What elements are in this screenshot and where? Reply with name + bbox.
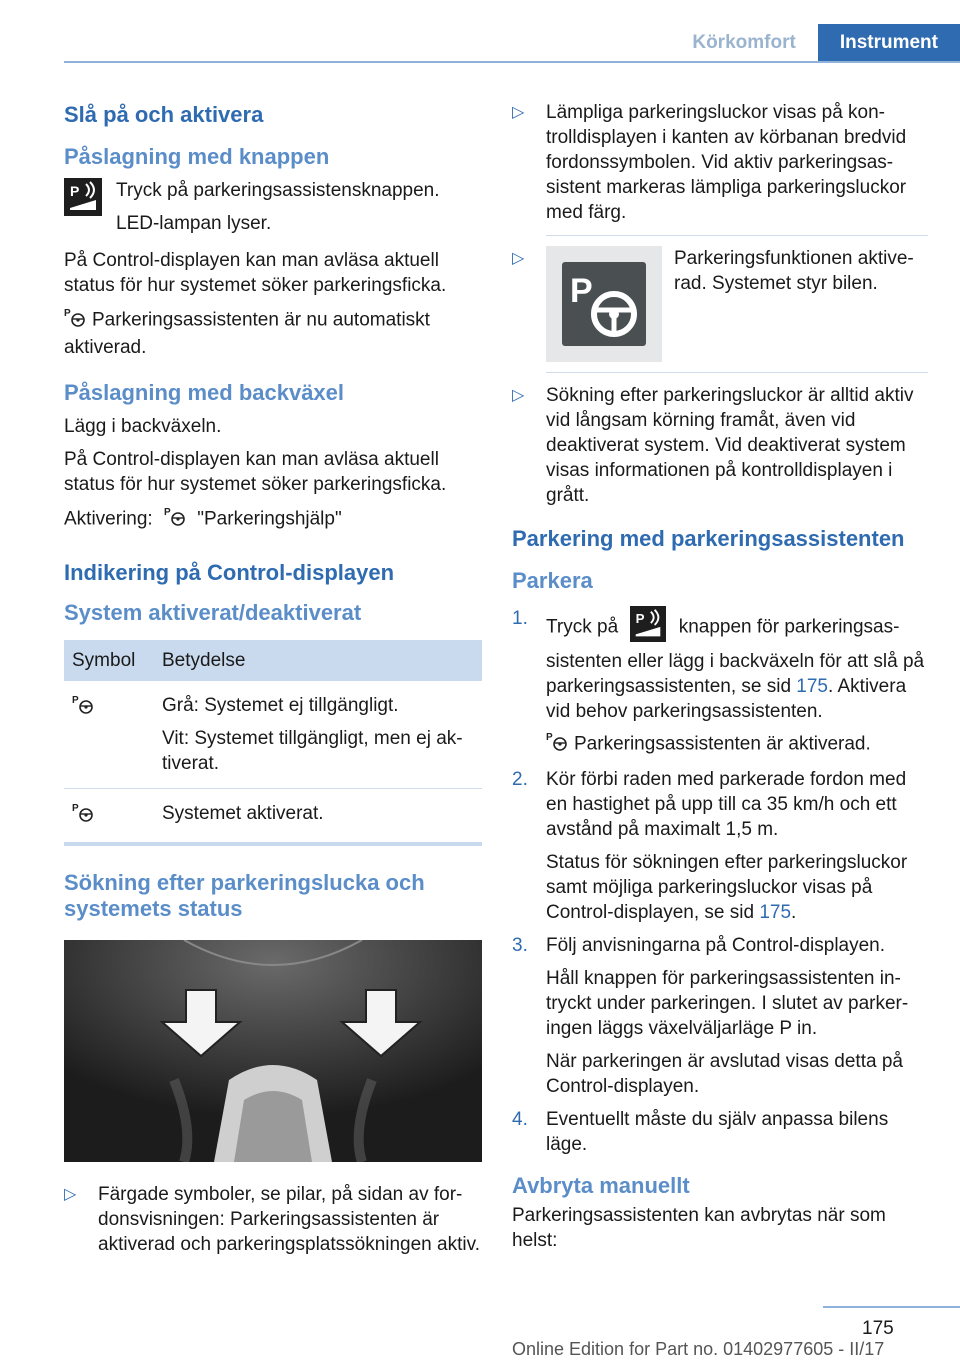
svg-text:P: P <box>636 611 645 627</box>
heading-turn-on: Slå på och aktivera <box>64 102 264 127</box>
auto-activated <box>64 306 482 360</box>
park-steering-icon <box>72 803 94 828</box>
col-meaning: Betydelse <box>154 640 482 681</box>
cancel-text: Parkeringsassistenten kan avbrytas när som helst: <box>512 1205 886 1251</box>
list-item: ▷ Lämpliga parkeringsluckor visas på kontrolldisplayen i kanten av körbanan bredvid fordonssymbolen. Vid aktiv parkeringsassistent markeras lämpliga parkeringsluckor med färg. <box>512 100 928 225</box>
button-instruction <box>64 178 482 236</box>
tab-instrument[interactable]: Instrument <box>818 24 960 62</box>
activation-line <box>64 505 482 534</box>
table-row <box>64 789 482 845</box>
step2-note-text: Status för sökningen efter parkeringsluckor samt möjliga parkeringsluckor visas på Control-displayen, se sid <box>546 852 908 923</box>
button-text-2: LED-lampan lyser. <box>116 213 272 234</box>
step3-note-2: När parkeringen är avslutad visas detta på Control-displayen. <box>546 1051 903 1097</box>
bullet2-text: Parkeringsfunktionen aktiverad. Systemet styr bilen. <box>674 248 914 294</box>
svg-text:P: P <box>163 507 171 518</box>
right-column <box>512 100 928 1261</box>
heading-button: Påslagning med knappen <box>64 144 330 169</box>
park-steering-icon <box>546 730 568 759</box>
svg-text:P: P <box>72 803 79 814</box>
heading-cancel: Avbryta manuellt <box>512 1173 690 1198</box>
list-item <box>512 1107 928 1157</box>
right-bullets-2 <box>512 246 928 362</box>
page-link[interactable]: 175 <box>759 902 792 923</box>
step1-note <box>546 730 928 759</box>
park-assist-button-icon <box>64 178 102 216</box>
step4-text: Eventuellt måste du själv anpassa bilens läge. <box>546 1109 889 1155</box>
heading-search: Sökning efter parkeringslucka och systemets status <box>64 870 425 921</box>
park-assist-button-icon <box>629 606 667 649</box>
heading-reverse: Påslagning med backväxel <box>64 380 345 405</box>
step1-note-text: Parkeringsassistenten är aktiverad. <box>574 733 871 755</box>
step2-text: Kör förbi raden med parkerade fordon med en hastighet på upp till ca 35 km/h och ett avstånd på maximalt 1,5 m. <box>546 769 907 840</box>
edition-text: Online Edition for Part no. 01402977605 - II/17 <box>512 1339 885 1359</box>
car-parking-illustration <box>64 940 482 1162</box>
park-steering-icon <box>164 505 186 534</box>
header-tabs <box>670 24 960 62</box>
page-link[interactable]: 175 <box>796 676 828 697</box>
divider <box>546 235 928 236</box>
button-text-1: Tryck på parkeringsassistensknappen. <box>116 180 440 201</box>
park-steering-icon <box>64 306 86 335</box>
svg-text:P: P <box>70 183 80 199</box>
svg-text:P: P <box>546 732 553 743</box>
park-steering-figure <box>546 246 662 362</box>
list-item <box>512 933 928 1099</box>
list-item: ▷ Färgade symboler, se pilar, på sidan av fordonsvisningen: Parkeringsassistenten är aktiverad och parkeringsplatssökningen aktiv. <box>64 1182 482 1257</box>
step2-note-end: . <box>791 902 797 923</box>
symbol-table <box>64 640 482 846</box>
activation-value: "Parkeringshjälp" <box>197 508 342 530</box>
step-number: 1. <box>512 608 528 629</box>
heading-parking: Parkering med parkeringsassistenten <box>512 526 905 551</box>
svg-text:P: ▷ P <box>570 272 593 310</box>
divider <box>546 372 928 373</box>
list-item <box>512 606 928 759</box>
step1-text-a: Tryck på <box>546 616 619 638</box>
step-number: 4. <box>512 1109 528 1130</box>
step-number: 3. <box>512 935 528 956</box>
svg-text:P: P <box>72 695 79 706</box>
row2-text: Systemet aktiverat. <box>154 789 482 845</box>
step1-text-b: knappen för parkeringsassistenten eller lägg i backväxeln för att slå på parkeringsassistenten, se sid <box>546 616 925 697</box>
right-bullets <box>512 100 928 225</box>
step1-text-c: . Aktivera vid behov parkeringsassistenten. <box>546 676 907 722</box>
list-item <box>512 767 928 925</box>
reverse-text-1: Lägg i backväxeln. <box>64 416 222 437</box>
header-rule <box>64 61 960 63</box>
activation-label: Aktivering: <box>64 508 153 530</box>
right-bullets-3 <box>512 383 928 508</box>
table-row <box>64 681 482 789</box>
heading-indication: Indikering på Control-displayen <box>64 560 395 585</box>
col-symbol: Symbol <box>64 640 154 681</box>
park-steering-icon <box>72 695 94 720</box>
row1-line2: Vit: Systemet tillgängligt, men ej aktiverat. <box>162 728 463 774</box>
svg-text:P: P <box>64 308 71 319</box>
left-bullets <box>64 1182 482 1257</box>
step3-text: Följ anvisningarna på Control-displayen. <box>546 935 886 956</box>
list-item <box>512 246 928 362</box>
row1-line1: Grå: Systemet ej tillgängligt. <box>162 695 399 716</box>
heading-status: System aktiverat/deaktiverat <box>64 600 362 625</box>
list-item: ▷ Sökning efter parkeringsluckor är alltid aktiv vid långsam körning framåt, även vid deaktiverat system. Vid deaktiverat system visas informationen på kontrolldisplayen i grått. <box>512 383 928 508</box>
table-header-row <box>64 640 482 681</box>
reverse-text-2: På Control-displayen kan man avläsa aktuell status för hur systemet söker parkeringsficka. <box>64 449 447 495</box>
left-column <box>64 100 482 1267</box>
step2-note <box>546 850 928 925</box>
auto-text: Parkeringsassistenten är nu automatiskt aktiverad. <box>64 309 430 358</box>
footer-rule <box>823 1306 960 1308</box>
heading-park: Parkera <box>512 568 593 593</box>
page-number: 175 <box>862 1318 894 1339</box>
tab-korkomfort[interactable]: Körkomfort <box>670 24 817 62</box>
park-steps <box>512 606 928 1157</box>
step-number: 2. <box>512 769 528 790</box>
step3-note-1: Håll knappen för parkeringsassistenten intryckt under parkeringen. I slutet av parkeringen läggs växelväljarläge P in. <box>546 968 909 1039</box>
control-text: På Control-displayen kan man avläsa aktuell status för hur systemet söker parkeringsficka. <box>64 250 447 296</box>
